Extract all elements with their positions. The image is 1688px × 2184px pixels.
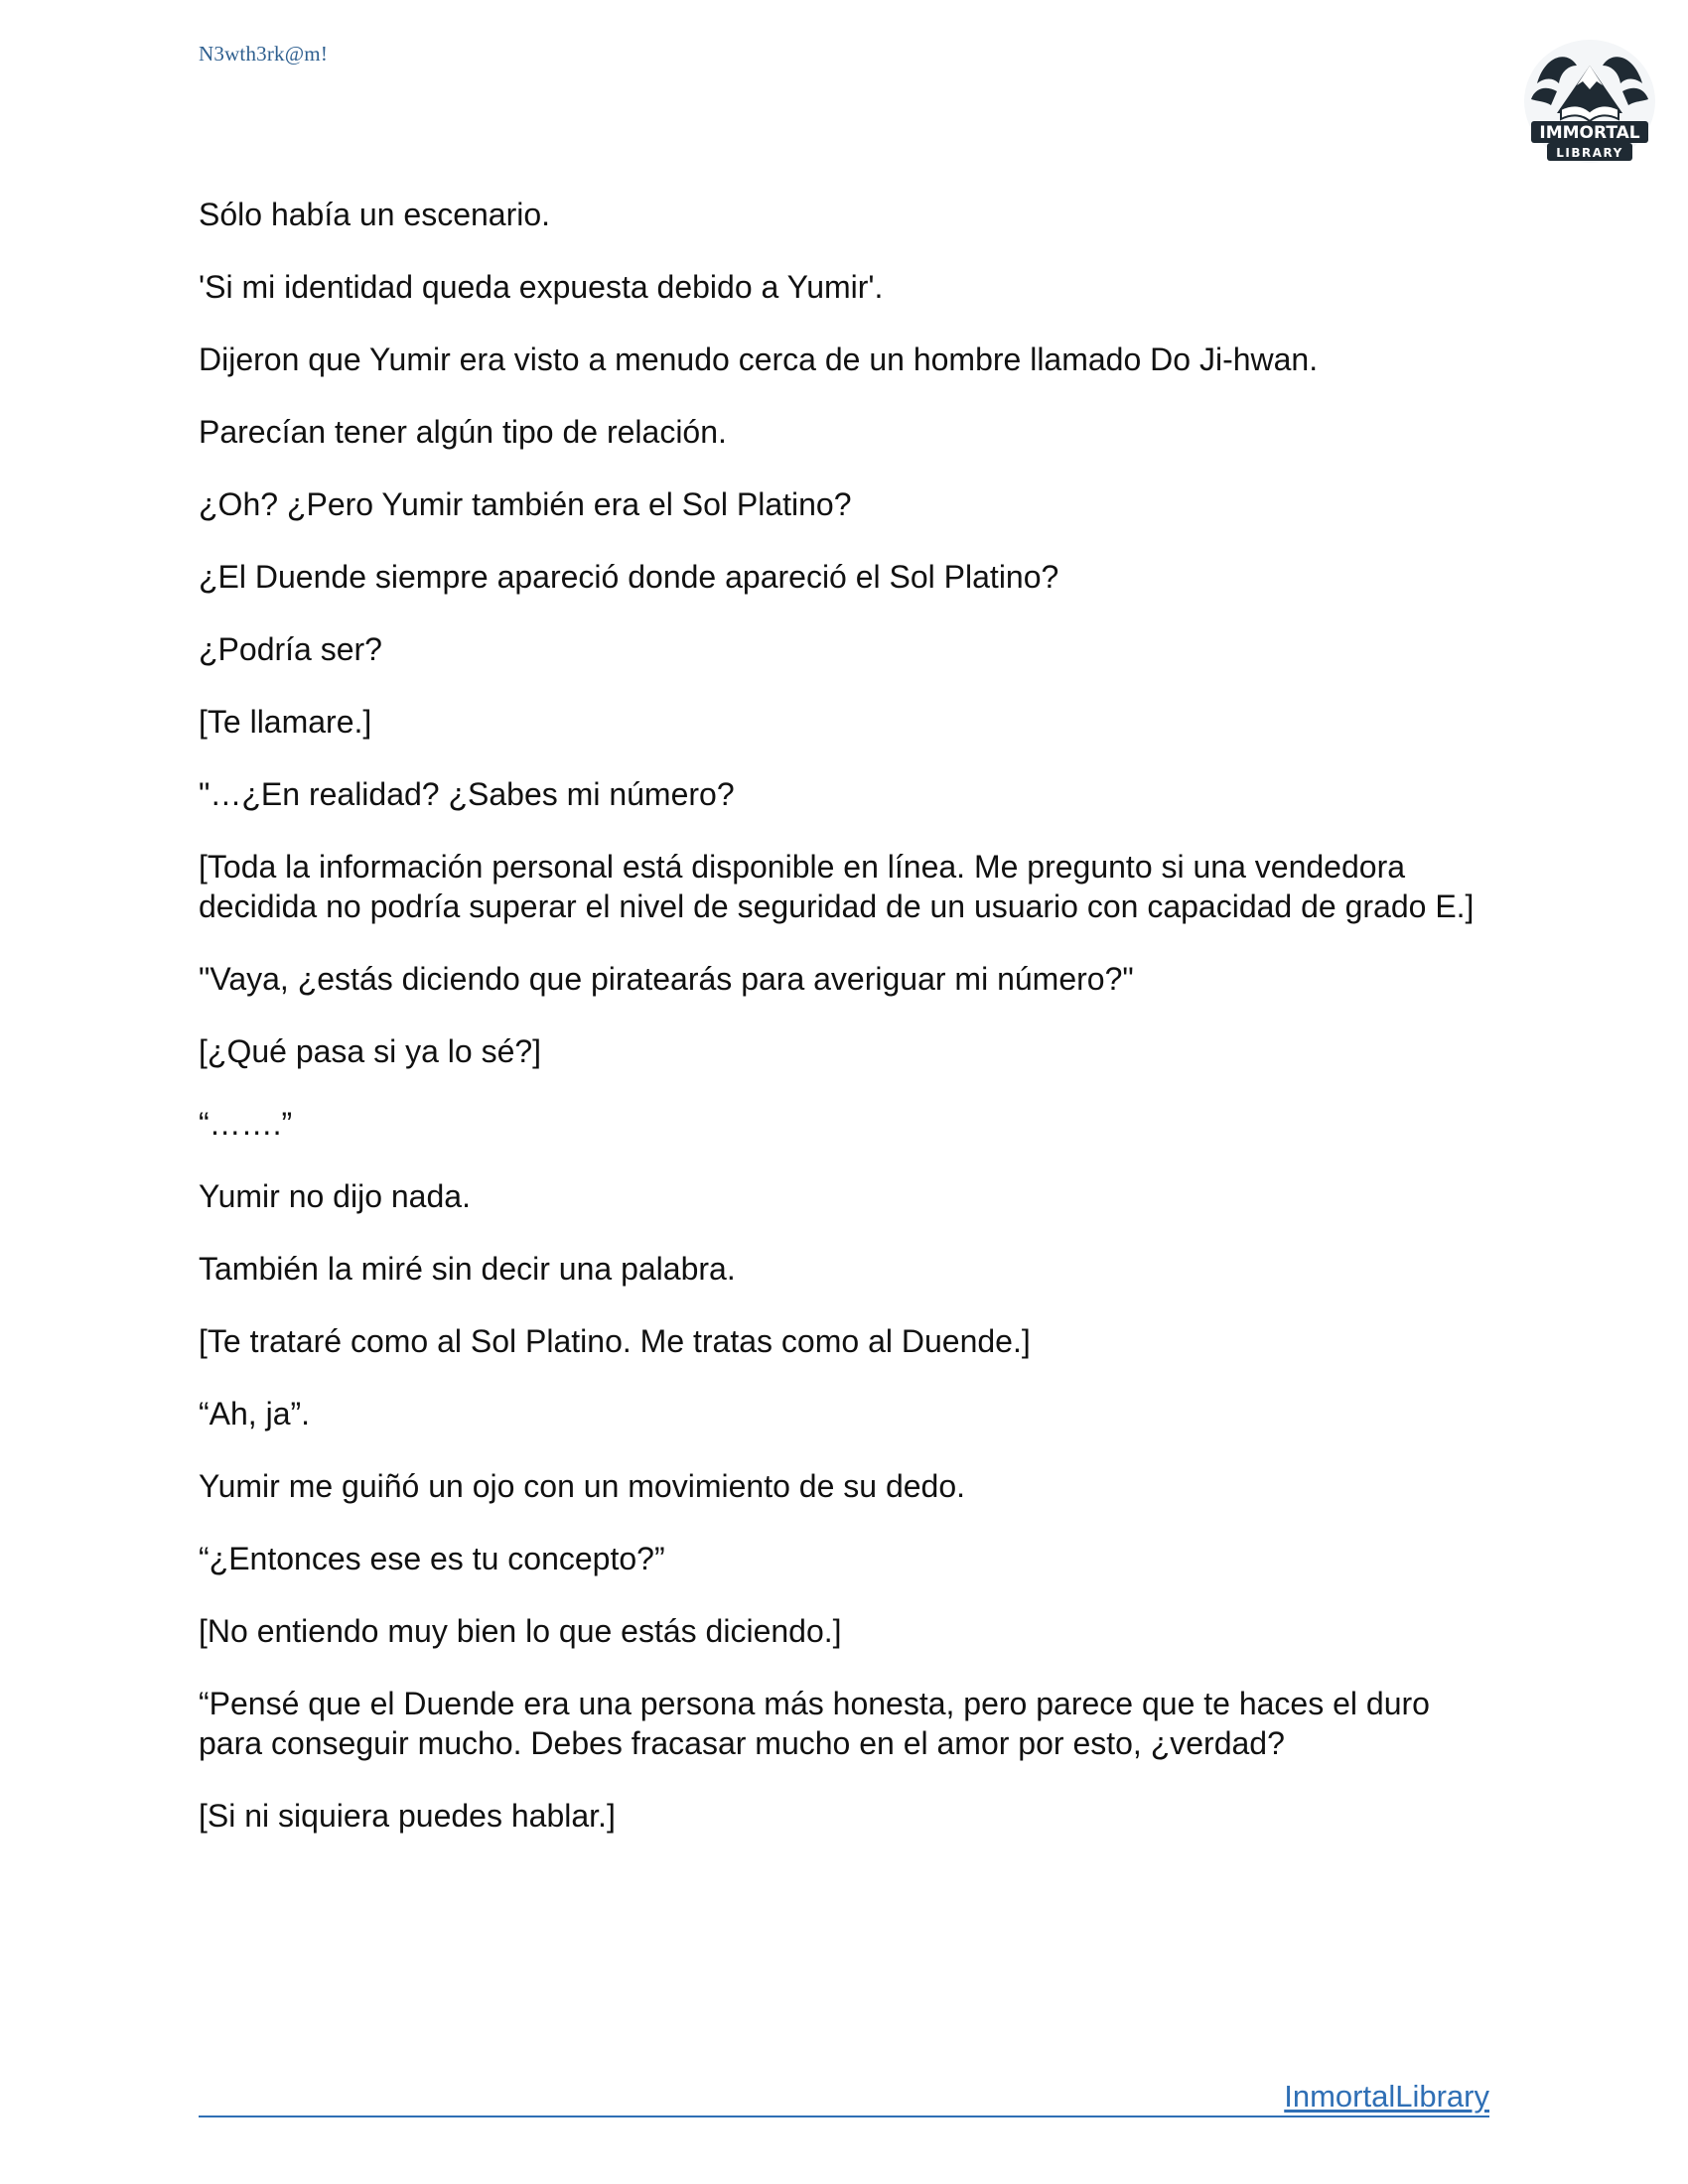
paragraph: 'Si mi identidad queda expuesta debido a Yumir'.: [199, 269, 884, 305]
paragraph: Yumir me guiñó un ojo con un movimiento de su dedo.: [199, 1468, 966, 1504]
paragraph: “Ah, ja”.: [199, 1396, 311, 1432]
paragraph: [Te trataré como al Sol Platino. Me tratas como al Duende.]: [199, 1323, 1031, 1359]
immortal-library-logo: [1517, 36, 1662, 171]
paragraph: Parecían tener algún tipo de relación.: [199, 414, 727, 450]
footer-divider: [199, 2116, 1489, 2117]
document-body: [199, 195, 1489, 1868]
paragraph: También la miré sin decir una palabra.: [199, 1251, 736, 1287]
paragraph: [¿Qué pasa si ya lo sé?]: [199, 1033, 542, 1069]
header-author: N3wth3rk@m!: [199, 42, 329, 66]
paragraph: [Si ni siquiera puedes hablar.]: [199, 1798, 616, 1834]
paragraph: ¿Podría ser?: [199, 631, 382, 667]
paragraph: Dijeron que Yumir era visto a menudo cerca de un hombre llamado Do Ji-hwan.: [199, 341, 1319, 377]
paragraph: "Vaya, ¿estás diciendo que piratearás para averiguar mi número?": [199, 961, 1134, 997]
paragraph: Yumir no dijo nada.: [199, 1178, 471, 1214]
paragraph: "…¿En realidad? ¿Sabes mi número?: [199, 776, 735, 812]
paragraph: Sólo había un escenario.: [199, 197, 551, 232]
paragraph: ¿El Duende siempre apareció donde apareció el Sol Platino?: [199, 559, 1059, 595]
logo-line1: IMMORTAL: [1539, 123, 1640, 143]
paragraph: “…….”: [199, 1106, 293, 1142]
paragraph: [No entiendo muy bien lo que estás diciendo.]: [199, 1613, 842, 1649]
logo-line2: LIBRARY: [1556, 146, 1623, 160]
paragraph: [Toda la información personal está disponible en línea. Me pregunto si una vendedora decidida no podría superar el nivel de seguridad de un usuario con capacidad de grado E.]: [199, 849, 1475, 924]
paragraph: ¿Oh? ¿Pero Yumir también era el Sol Platino?: [199, 486, 852, 522]
paragraph: [Te llamare.]: [199, 704, 372, 740]
library-emblem-icon: [1517, 36, 1662, 171]
paragraph: “¿Entonces ese es tu concepto?”: [199, 1541, 665, 1576]
footer-library-link[interactable]: InmortalLibrary: [1284, 2079, 1489, 2114]
paragraph: “Pensé que el Duende era una persona más honesta, pero parece que te haces el duro para conseguir mucho. Debes fracasar mucho en el amor por esto, ¿verdad?: [199, 1686, 1439, 1761]
